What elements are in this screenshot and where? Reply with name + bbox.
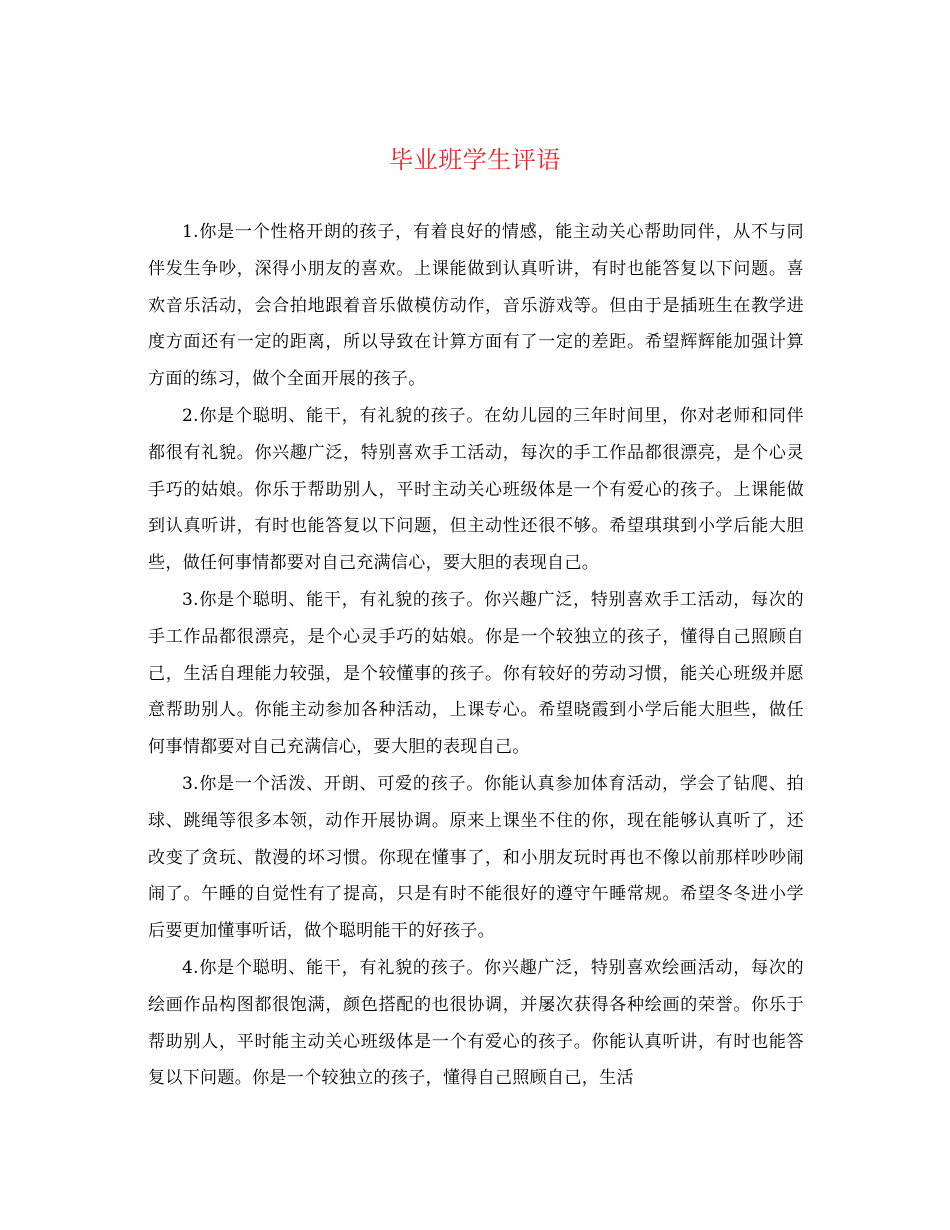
comment-paragraph-1: 1.你是一个性格开朗的孩子，有着良好的情感，能主动关心帮助同伴，从不与同伴发生争吵，深得小朋友的喜欢。上课能做到认真听讲，有时也能答复以下问题。喜欢音乐活动，会合拍地跟着音乐做模仿动作，音乐游戏等。但由于是插班生在教学进度方面还有一定的距离，所以导致在计算方面有了一定的差距。希望辉辉能加强计算方面的练习，做个全面开展的孩子。 bbox=[148, 222, 804, 390]
document-body bbox=[148, 214, 804, 1097]
comment-paragraph-2: 2.你是个聪明、能干，有礼貌的孩子。在幼儿园的三年时间里，你对老师和同伴都很有礼貌。你兴趣广泛，特别喜欢手工活动，每次的手工作品都很漂亮，是个心灵手巧的姑娘。你乐于帮助别人，平时主动关心班级体是一个有爱心的孩子。上课能做到认真听讲，有时也能答复以下问题，但主动性还很不够。希望琪琪到小学后能大胆些，做任何事情都要对自己充满信心，要大胆的表现自己。 bbox=[148, 405, 804, 574]
comment-paragraph-5: 4.你是个聪明、能干，有礼貌的孩子。你兴趣广泛，特别喜欢绘画活动，每次的绘画作品构图都很饱满，颜色搭配的也很协调，并屡次获得各种绘画的荣誉。你乐于帮助别人，平时能主动关心班级体是一个有爱心的孩子。你能认真听讲，有时也能答复以下问题。你是一个较独立的孩子，懂得自己照顾自己，生活 bbox=[148, 957, 804, 1089]
comment-paragraph-4: 3.你是一个活泼、开朗、可爱的孩子。你能认真参加体育活动，学会了钻爬、拍球、跳绳等很多本领，动作开展协调。原来上课坐不住的你，现在能够认真听了，还改变了贪玩、散漫的坏习惯。你现在懂事了，和小朋友玩时再也不像以前那样吵吵闹闹了。午睡的自觉性有了提高，只是有时不能很好的遵守午睡常规。希望冬冬进小学后要更加懂事听话，做个聪明能干的好孩子。 bbox=[148, 773, 804, 942]
comment-paragraph-3: 3.你是个聪明、能干，有礼貌的孩子。你兴趣广泛，特别喜欢手工活动，每次的手工作品都很漂亮，是个心灵手巧的姑娘。你是一个较独立的孩子，懂得自己照顾自己，生活自理能力较强，是个较懂事的孩子。你有较好的劳动习惯，能关心班级并愿意帮助别人。你能主动参加各种活动，上课专心。希望晓霞到小学后能大胆些，做任何事情都要对自己充满信心，要大胆的表现自己。 bbox=[148, 589, 804, 758]
document-title: 毕业班学生评语 bbox=[389, 146, 561, 174]
